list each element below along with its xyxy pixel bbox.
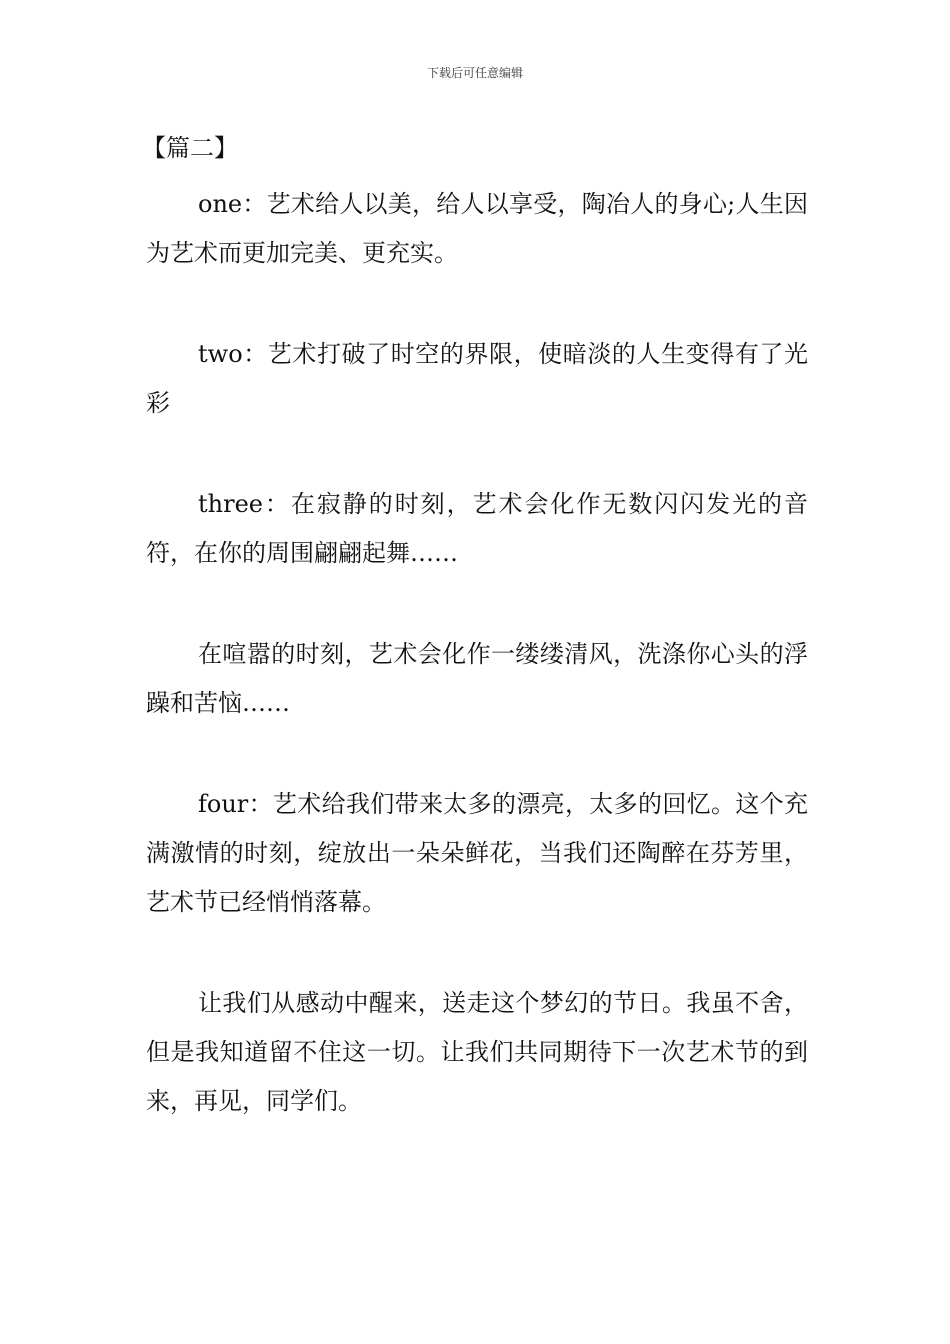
paragraph-three: three：在寂静的时刻，艺术会化作无数闪闪发光的音符，在你的周围翩翩起舞……: [146, 490, 808, 567]
paragraph-one: one：艺术给人以美，给人以享受，陶冶人的身心;人生因为艺术而更加完美、更充实。: [146, 190, 808, 267]
paragraph-two: two：艺术打破了时空的界限，使暗淡的人生变得有了光彩: [146, 340, 808, 417]
page-header-note: 下载后可任意编辑: [426, 66, 523, 80]
paragraph-closing: 让我们从感动中醒来，送走这个梦幻的节日。我虽不舍，但是我知道留不住这一切。让我们共同期待下一次艺术节的到来，再见，同学们。: [146, 989, 808, 1115]
document-body: [142, 128, 808, 1126]
section-title: 【篇二】: [142, 134, 238, 162]
paragraph-three-continued: 在喧嚣的时刻，艺术会化作一缕缕清风，洗涤你心头的浮躁和苦恼……: [146, 640, 808, 717]
paragraph-four: four：艺术给我们带来太多的漂亮，太多的回忆。这个充满激情的时刻，绽放出一朵朵鲜花，当我们还陶醉在芬芳里，艺术节已经悄悄落幕。: [146, 790, 808, 916]
